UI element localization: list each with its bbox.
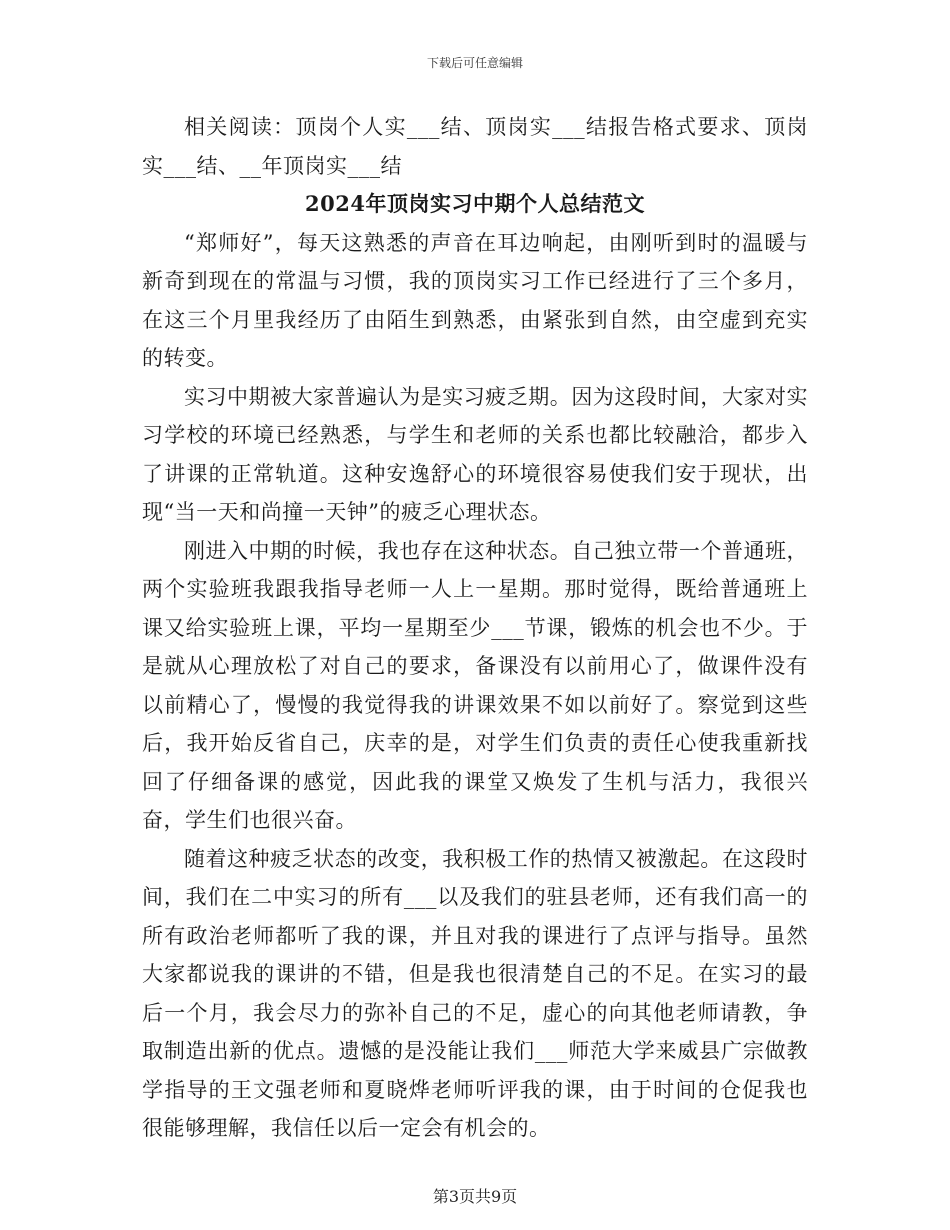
paragraph-4: 随着这种疲乏状态的改变，我积极工作的热情又被激起。在这段时间，我们在二中实习的所有___以及我们的驻县老师，还有我们高一的所有政治老师都听了我的课，并且对我的课进行了点评与指导。虽然大家都说我的课讲的不错，但是我也很清楚自己的不足。在实习的最后一个月，我会尽力的弥补自己的不足，虚心的向其他老师请教，争取制造出新的优点。遗憾的是没能让我们___师范大学来威县广宗做教学指导的王文强老师和夏晓烨老师听评我的课，由于时间的仓促我也很能够理解，我信任以后一定会有机会的。 xyxy=(142,846,808,1140)
paragraph-3: 刚进入中期的时候，我也存在这种状态。自己独立带一个普通班，两个实验班我跟我指导老师一人上一星期。那时觉得，既给普通班上课又给实验班上课，平均一星期至少___节课，锻炼的机会也不少。于是就从心理放松了对自己的要求，备课没有以前用心了，做课件没有以前精心了，慢慢的我觉得我的讲课效果不如以前好了。察觉到这些后，我开始反省自己，庆幸的是，对学生们负责的责任心使我重新找回了仔细备课的感觉，因此我的课堂又焕发了生机与活力，我很兴奋，学生们也很兴奋。 xyxy=(142,538,808,832)
page-footer: 第3页共9页 xyxy=(432,1187,518,1206)
related-reading: 相关阅读：顶岗个人实___结、顶岗实___结报告格式要求、顶岗实___结、__年顶岗实___结 xyxy=(142,115,808,178)
page-header: 下载后可任意编辑 xyxy=(426,56,523,70)
paragraph-2: 实习中期被大家普遍认为是实习疲乏期。因为这段时间，大家对实习学校的环境已经熟悉，与学生和老师的关系也都比较融洽，都步入了讲课的正常轨道。这种安逸舒心的环境很容易使我们安于现状，出现“当一天和尚撞一天钟”的疲乏心理状态。 xyxy=(142,384,808,524)
document-body xyxy=(142,108,808,1148)
paragraph-1: “郑师好”，每天这熟悉的声音在耳边响起，由刚听到时的温暖与新奇到现在的常温与习惯，我的顶岗实习工作已经进行了三个多月，在这三个月里我经历了由陌生到熟悉，由紧张到自然，由空虚到充实的转变。 xyxy=(142,230,808,370)
document-title: 2024年顶岗实习中期个人总结范文 xyxy=(305,191,645,216)
